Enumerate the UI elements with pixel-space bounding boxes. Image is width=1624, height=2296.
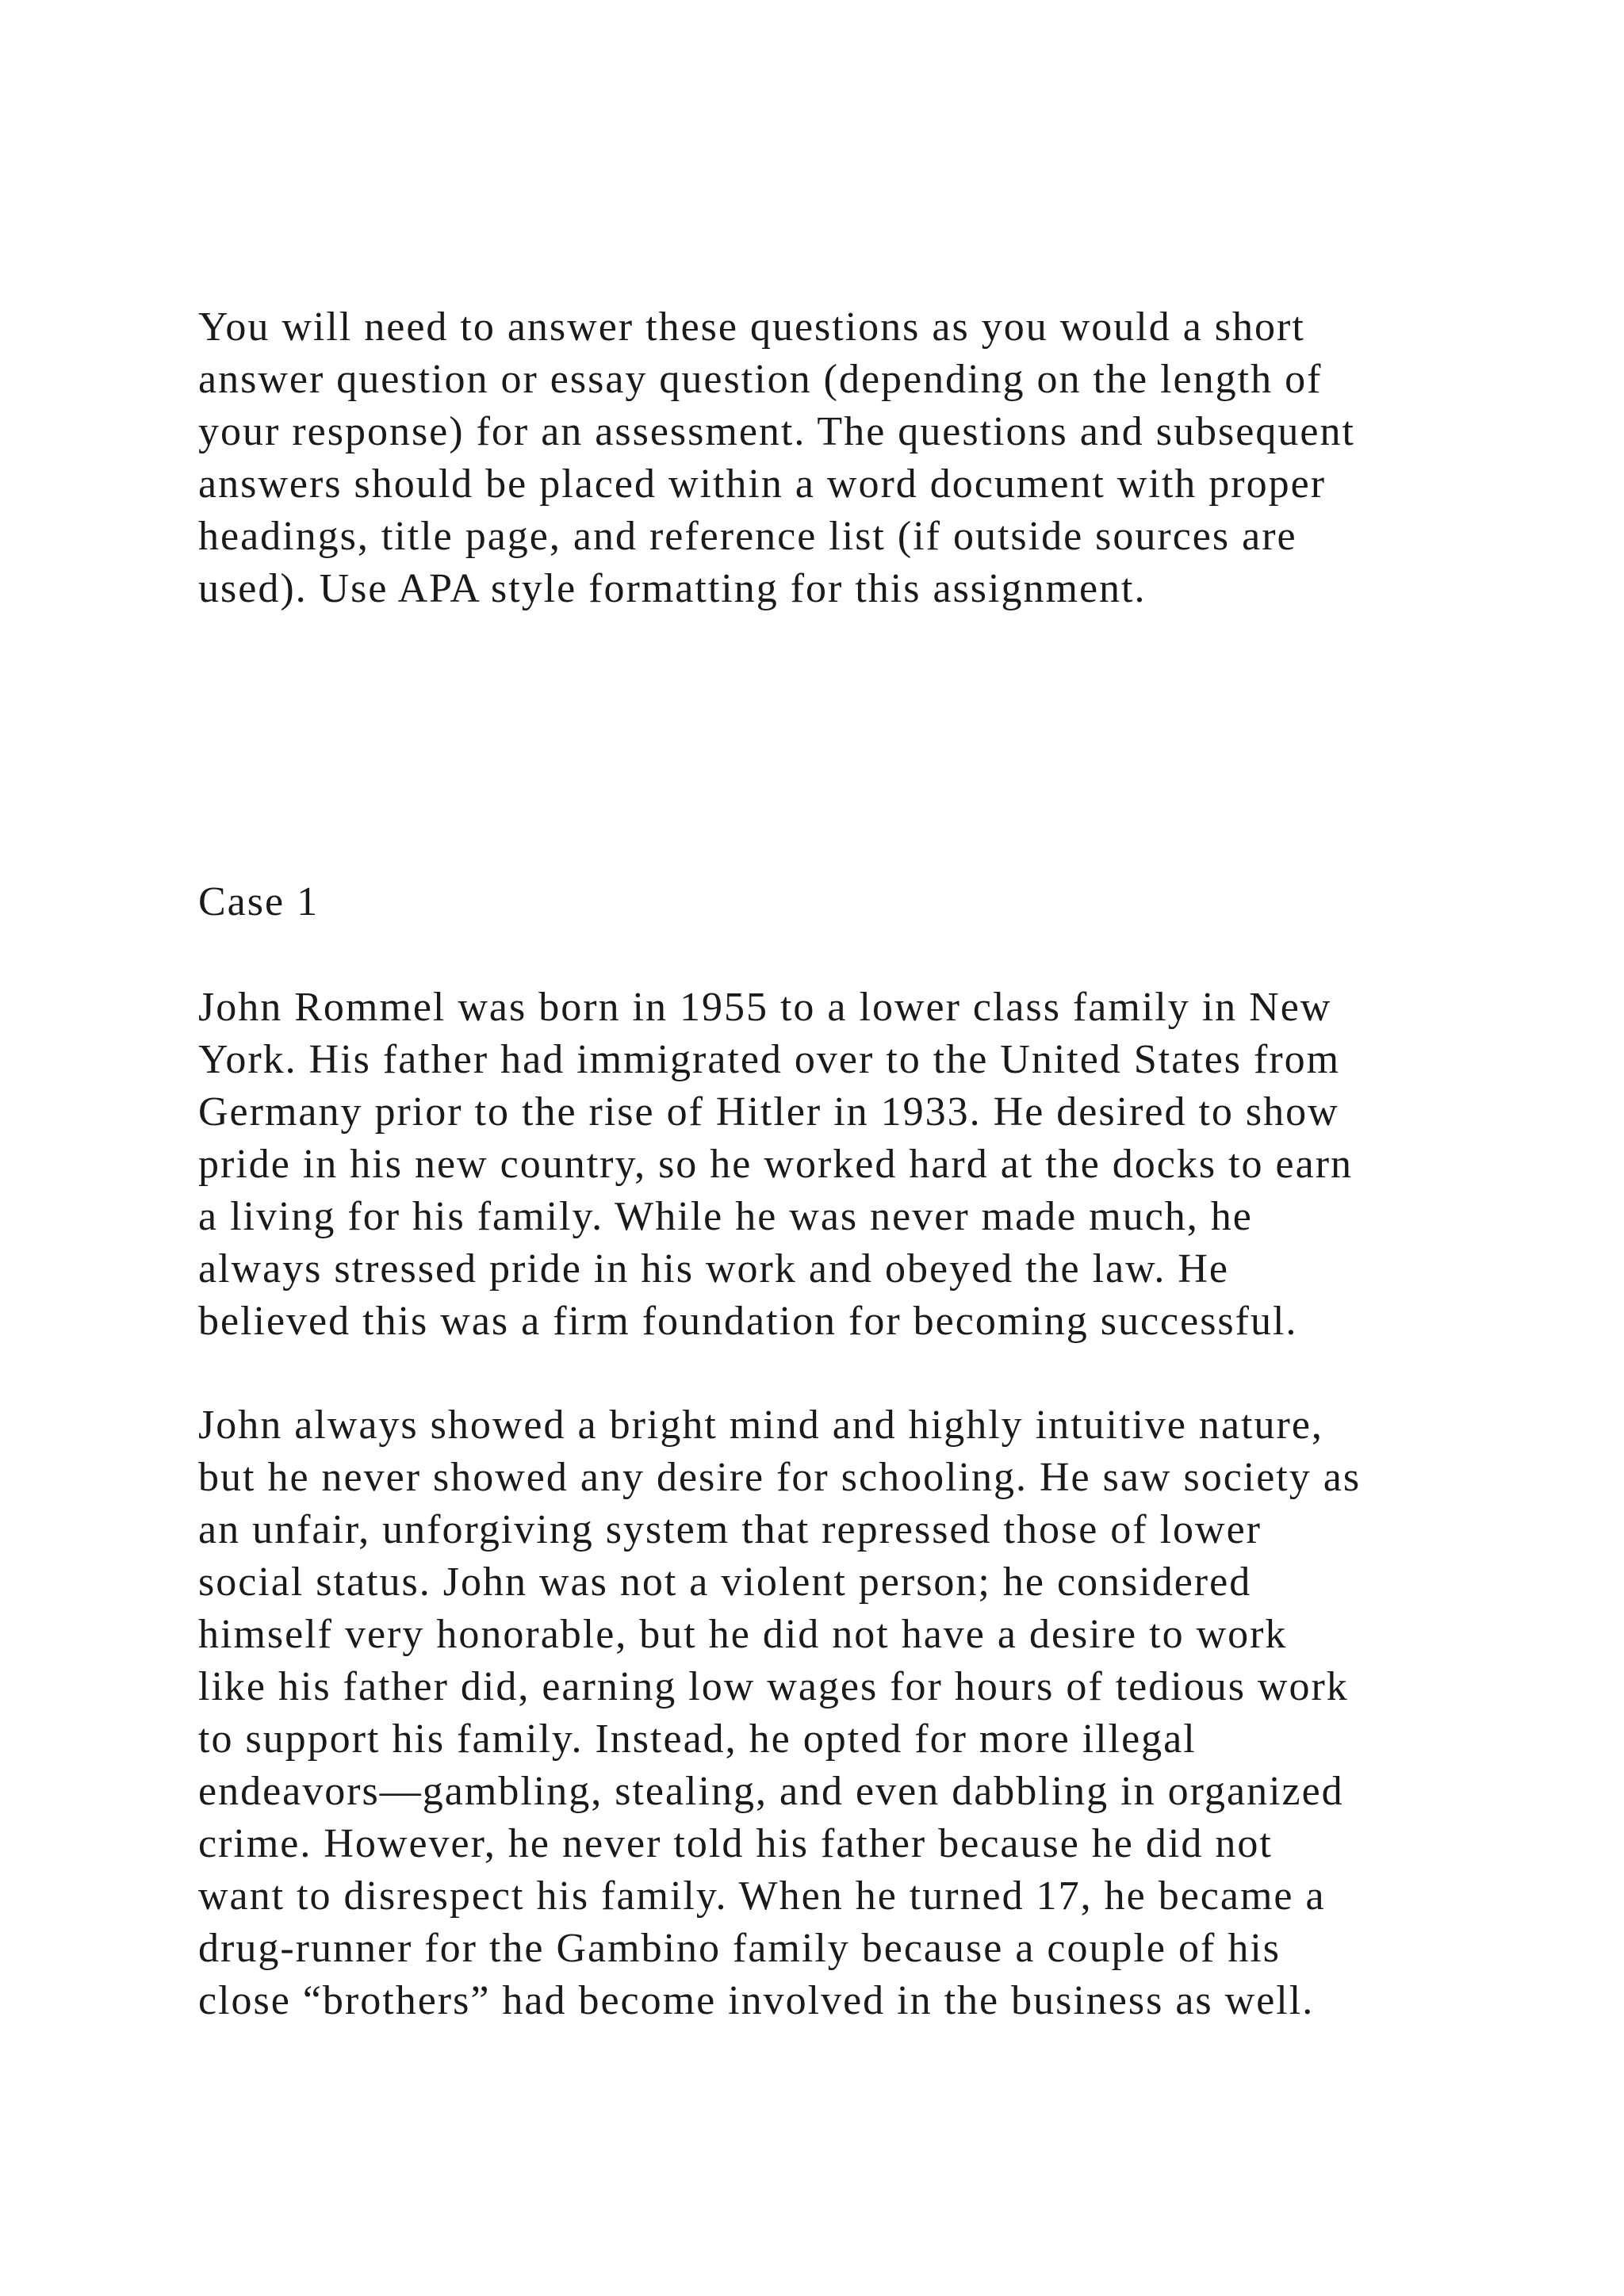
case-paragraph-2-line: John always showed a bright mind and highly intuitive nature, [198, 1402, 1323, 1448]
intro-line: You will need to answer these questions as you would a short [198, 304, 1305, 350]
case-paragraph-2-line: like his father did, earning low wages for hours of tedious work [198, 1664, 1349, 1709]
intro-line: answers should be placed within a word document with proper [198, 461, 1327, 507]
case-paragraph-1-line: always stressed pride in his work and obeyed the law. He [198, 1246, 1229, 1292]
case-paragraph-1 [198, 982, 1507, 1348]
case-paragraph-2 [198, 1399, 1507, 2027]
case-paragraph-2-line: crime. However, he never told his father because he did not [198, 1821, 1273, 1866]
case-paragraph-2-line: an unfair, unforgiving system that repressed those of lower [198, 1507, 1262, 1552]
case-paragraph-1-line: believed this was a firm foundation for becoming successful. [198, 1299, 1298, 1344]
case-paragraph-2-line: want to disrespect his family. When he turned 17, he became a [198, 1873, 1326, 1919]
case-paragraph-1-line: pride in his new country, so he worked hard at the docks to earn [198, 1142, 1354, 1187]
case-paragraph-1-line: a living for his family. While he was never made much, he [198, 1194, 1253, 1239]
intro-line: headings, title page, and reference list (if outside sources are [198, 514, 1297, 559]
case-paragraph-2-line: himself very honorable, but he did not have a desire to work [198, 1612, 1288, 1657]
case-heading [198, 876, 1507, 928]
intro-line: used). Use APA style formatting for this assignment. [198, 566, 1147, 611]
case-paragraph-2-line: social status. John was not a violent person; he considered [198, 1559, 1252, 1605]
case-paragraph-1-line: John Rommel was born in 1955 to a lower class family in New [198, 985, 1332, 1030]
case-paragraph-1-line: Germany prior to the rise of Hitler in 1933. He desired to show [198, 1089, 1339, 1135]
case-heading-text: Case 1 [198, 879, 320, 924]
case-paragraph-2-line: drug-runner for the Gambino family because a couple of his [198, 1926, 1281, 1971]
case-paragraph-2-line: endeavors—gambling, stealing, and even dabbling in organized [198, 1769, 1344, 1814]
case-paragraph-2-line: close “brothers” had become involved in the business as well. [198, 1978, 1315, 2023]
intro-line: answer question or essay question (depending on the length of [198, 357, 1323, 402]
intro-paragraph [198, 301, 1507, 615]
intro-line: your response) for an assessment. The questions and subsequent [198, 409, 1355, 454]
case-paragraph-2-line: to support his family. Instead, he opted for more illegal [198, 1716, 1197, 1762]
case-paragraph-1-line: York. His father had immigrated over to the United States from [198, 1037, 1341, 1082]
case-paragraph-2-line: but he never showed any desire for schooling. He saw society as [198, 1455, 1362, 1500]
